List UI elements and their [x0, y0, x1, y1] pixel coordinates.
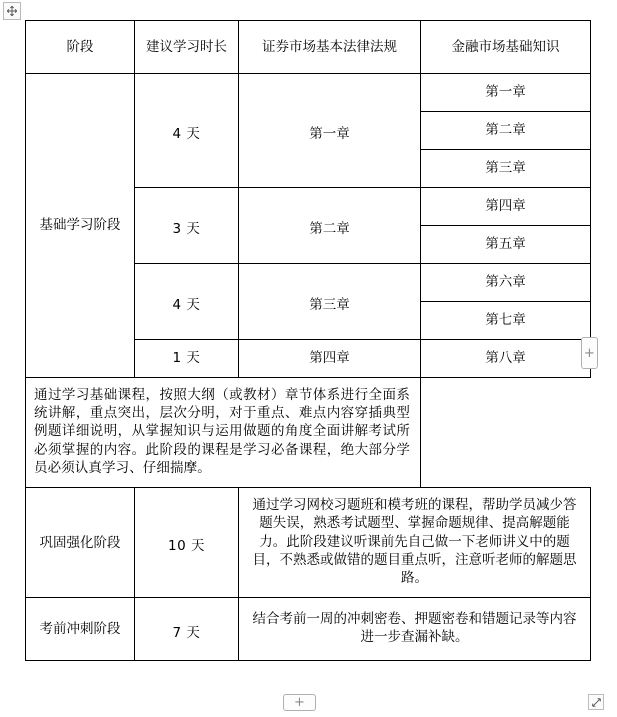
days-cell: 10 天 — [135, 488, 239, 598]
header-cell-days: 建议学习时长 — [135, 21, 239, 74]
finance-chapter-cell: 第八章 — [421, 340, 591, 378]
finance-chapter-cell: 第五章 — [421, 226, 591, 264]
stage-name-cell: 考前冲刺阶段 — [26, 598, 135, 661]
table-resize-grip[interactable] — [588, 694, 604, 710]
table-row — [26, 74, 591, 112]
stage-description-cell — [239, 598, 591, 661]
law-chapter-cell: 第一章 — [239, 74, 421, 188]
stage-name-cell: 巩固强化阶段 — [26, 488, 135, 598]
add-row-button[interactable]: + — [283, 694, 316, 711]
add-column-button[interactable]: + — [581, 337, 598, 369]
days-cell: 1 天 — [135, 340, 239, 378]
resize-diagonal-icon — [591, 697, 602, 708]
finance-chapter-cell: 第二章 — [421, 112, 591, 150]
study-plan-table[interactable] — [25, 20, 591, 661]
finance-chapter-cell: 第四章 — [421, 188, 591, 226]
stage-description-cell — [239, 488, 591, 598]
finance-chapter-cell: 第七章 — [421, 302, 591, 340]
table-header-row — [26, 21, 591, 74]
law-chapter-cell: 第四章 — [239, 340, 421, 378]
move-icon — [6, 5, 18, 17]
days-cell: 4 天 — [135, 264, 239, 340]
finance-chapter-cell: 第三章 — [421, 150, 591, 188]
finance-chapter-cell: 第一章 — [421, 74, 591, 112]
header-cell-law: 证券市场基本法律法规 — [239, 21, 421, 74]
days-cell: 4 天 — [135, 74, 239, 188]
stage-description-text: 通过学习网校习题班和模考班的课程，帮助学员减少答题失误，熟悉考试题型、掌握命题规律、提高解题能力。此阶段建议听课前先自己做一下老师讲义中的题目，不熟悉或做错的题目重点听，注意听老师的解题思路。 — [252, 497, 577, 586]
table-move-handle[interactable] — [3, 2, 21, 20]
law-chapter-cell: 第二章 — [239, 188, 421, 264]
stage-description-text: 通过学习基础课程，按照大纲（或教材）章节体系进行全面系统讲解，重点突出，层次分明，对于重点、难点内容穿插典型例题详细说明，从掌握知识与运用做题的角度全面讲解考试所必须掌握的内容。此阶段的课程是学习必备课程，绝大部分学员必须认真学习、仔细揣摩。 — [34, 387, 410, 476]
header-cell-finance: 金融市场基础知识 — [421, 21, 591, 74]
days-cell: 7 天 — [135, 598, 239, 661]
table-row — [26, 598, 591, 661]
stage-name-cell: 基础学习阶段 — [26, 74, 135, 378]
table-row — [26, 378, 591, 488]
header-cell-stage: 阶段 — [26, 21, 135, 74]
table-row — [26, 488, 591, 598]
stage-description-text: 结合考前一周的冲刺密卷、押题密卷和错题记录等内容进一步查漏补缺。 — [252, 610, 577, 646]
law-chapter-cell: 第三章 — [239, 264, 421, 340]
finance-chapter-cell: 第六章 — [421, 264, 591, 302]
days-cell: 3 天 — [135, 188, 239, 264]
stage-description-cell — [26, 378, 421, 488]
